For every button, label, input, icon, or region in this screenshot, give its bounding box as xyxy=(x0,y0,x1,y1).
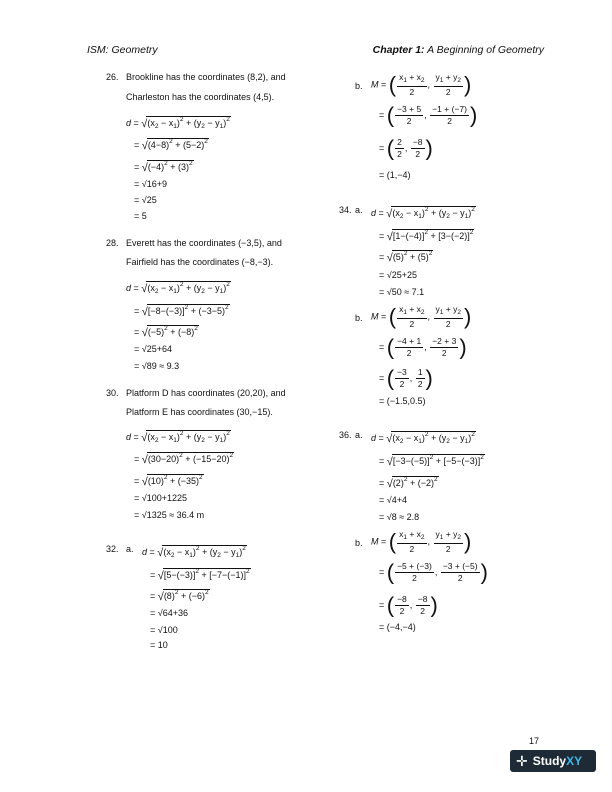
p32-part-a: a. xyxy=(126,544,134,554)
p36-step3: = √4+4 xyxy=(379,495,407,505)
p28-formula: $d = √(x_2 - x_1)^2 + (y_2 - y_1)^2$ xyxy=(126,281,230,295)
p32-step5: = 10 xyxy=(150,640,168,650)
p32-formula: $d = √(x_2 - x_1)^2 + (y_2 - y_1)^2$ xyxy=(142,545,246,559)
p32-step4: = √100 xyxy=(150,625,178,635)
p34-step3: = √25+25 xyxy=(379,270,417,280)
p34-step1: = $√[1-(-4)]^2 + [3-(-2)]^2$ xyxy=(379,229,474,243)
p34b-final: = (−1.5,0.5) xyxy=(379,396,426,406)
p34b-step2: = ( $\frac{-3}{2}$ , $\frac{1}{2}$ ) xyxy=(379,365,433,391)
p36b-step2: = ( $\frac{-8}{2}$ , $\frac{-8}{2}$ ) xyxy=(379,592,438,618)
p28-step3: = √25+64 xyxy=(134,344,172,354)
p28-line1: Everett has the coordinates (−3,5), and xyxy=(126,238,282,248)
p28-line2: Fairfield has the coordinates (−8,−3). xyxy=(126,257,274,267)
p36-step2: = $√(2)^2 + (-2)^2$ xyxy=(379,476,438,490)
p26-line1: Brookline has the coordinates (8,2), and xyxy=(126,72,286,82)
p30-step1: = $√(30-20)^2 + (-15-20)^2$ xyxy=(134,452,234,466)
p32-step1: = $√[5-(-3)]^2 + [-7-(-1)]^2$ xyxy=(150,568,250,582)
p36-part-a: a. xyxy=(355,430,363,440)
p32b-part: b. xyxy=(355,81,363,91)
p32-step2: = $√(8)^2 + (-6)^2$ xyxy=(150,589,209,603)
p32b-step1: = ( $\frac{-3 + 5}{2}$ , $\frac{-1 + (-7)}{2}$ ) xyxy=(379,102,478,128)
p28-step1: = $√[-8-(-3)]^2 + (-3-5)^2$ xyxy=(134,304,229,318)
header-left: ISM: Geometry xyxy=(87,44,158,56)
p32b-final: = (1,−4) xyxy=(379,170,411,180)
p26-line2: Charleston has the coordinates (4,5). xyxy=(126,92,275,102)
p30-formula: $d = √(x_2 - x_1)^2 + (y_2 - y_1)^2$ xyxy=(126,430,230,444)
p36-number: 36. xyxy=(339,430,352,440)
p30-number: 30. xyxy=(106,388,119,398)
p32b-step2: = ( $\frac{2}{2}$ , $\frac{-8}{2}$ ) xyxy=(379,135,433,161)
p32b-formula: M = ( $\frac{x_1 + x_2}{2}$ , $\frac{y_1 + y_2}{2}$ ) xyxy=(371,72,472,97)
plus-icon: ✛ xyxy=(516,752,528,769)
p28-step4: = √89 ≈ 9.3 xyxy=(134,361,180,371)
p32-step3: = √64+36 xyxy=(150,608,188,618)
p36-step1: = $√[-3-(-5)]^2 + [-5-(-3)]^2$ xyxy=(379,454,484,468)
p30-step4: = √1325 ≈ 36.4 m xyxy=(134,510,205,520)
p32-number: 32. xyxy=(106,544,119,554)
p36-part-b: b. xyxy=(355,538,363,548)
p26-step3: = √16+9 xyxy=(134,179,167,189)
p34-step2: = $√(5)^2 + (5)^2$ xyxy=(379,250,433,264)
p34b-formula: M = ( $\frac{x_1 + x_2}{2}$ , $\frac{y_1 + y_2}{2}$ ) xyxy=(371,304,472,329)
p34-part-a: a. xyxy=(355,205,363,215)
p26-step4: = √25 xyxy=(134,195,157,205)
studyxy-logo: ✛ Study XY xyxy=(510,750,596,772)
p26-step2: = $√(-4)^2 + (3)^2$ xyxy=(134,160,193,174)
p30-step3: = √100+1225 xyxy=(134,493,187,503)
p28-step2: = $√(-5)^2 + (-8)^2$ xyxy=(134,325,198,339)
p30-line2: Platform E has coordinates (30,−15). xyxy=(126,407,273,417)
p36b-step1: = ( $\frac{-5 + (-3)}{2}$ , $\frac{-3 + (-5)}{2}$ ) xyxy=(379,559,488,585)
p26-number: 26. xyxy=(106,72,119,82)
p28-number: 28. xyxy=(106,238,119,248)
p34-part-b: b. xyxy=(355,313,363,323)
p34b-step1: = ( $\frac{-4 + 1}{2}$ , $\frac{-2 + 3}{2}$ ) xyxy=(379,334,467,360)
p36b-final: = (−4,−4) xyxy=(379,622,416,632)
p26-step5: = 5 xyxy=(134,211,147,221)
page-number: 17 xyxy=(529,736,540,746)
p30-line1: Platform D has coordinates (20,20), and xyxy=(126,388,286,398)
p30-step2: = $√(10)^2 + (-35)^2$ xyxy=(134,474,203,488)
p36-step4: = √8 ≈ 2.8 xyxy=(379,512,420,522)
p34-step4: = √50 ≈ 7.1 xyxy=(379,287,425,297)
p26-step1: = $√(4-8)^2 + (5-2)^2$ xyxy=(134,138,208,152)
header-right: Chapter 1: A Beginning of Geometry xyxy=(372,44,544,56)
p26-formula: $d = √(x_2 - x_1)^2 + (y_2 - y_1)^2$ xyxy=(126,116,230,130)
p36-formula: $d = √(x_2 - x_1)^2 + (y_2 - y_1)^2$ xyxy=(371,431,475,445)
p34-formula: $d = √(x_2 - x_1)^2 + (y_2 - y_1)^2$ xyxy=(371,206,475,220)
p34-number: 34. xyxy=(339,205,352,215)
p36b-formula: M = ( $\frac{x_1 + x_2}{2}$ , $\frac{y_1 + y_2}{2}$ ) xyxy=(371,529,472,554)
